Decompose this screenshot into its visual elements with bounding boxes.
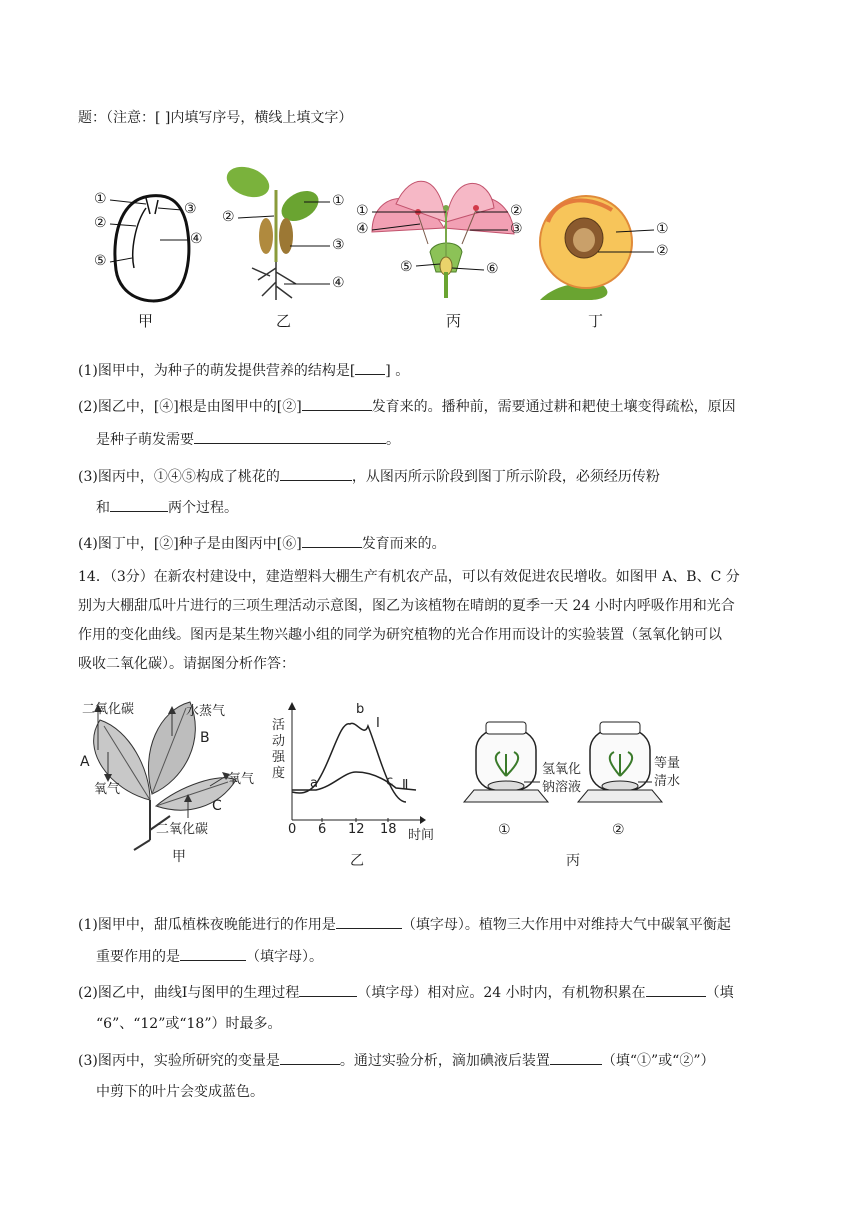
label-water-1: 等量	[654, 756, 681, 771]
answer-blank[interactable]	[302, 533, 362, 548]
label-water-vapor: 水蒸气	[186, 704, 226, 719]
flower-marker-6: ⑥	[486, 261, 499, 277]
q14-part1: (1)图甲中，甜瓜植株夜晚能进行的作用是 （填字母）。植物三大作用中对维持大气中碳氧平衡起	[78, 914, 731, 935]
answer-blank[interactable]	[355, 360, 385, 375]
flower-marker-3: ③	[510, 221, 523, 237]
answer-blank[interactable]	[550, 1050, 602, 1065]
question-intro: 题：（注意：[ ]内填写序号，横线上填文字）	[78, 110, 353, 126]
label-naoh-2: 钠溶液	[542, 780, 582, 795]
q13-part3-cont: 和 两个过程。	[96, 497, 238, 518]
seedling-marker-3: ③	[332, 237, 345, 253]
figure1-labels	[0, 0, 860, 340]
seed-marker-5: ⑤	[94, 253, 107, 269]
label-naoh-1: 氢氧化	[542, 762, 582, 777]
seed-marker-2: ②	[94, 215, 107, 231]
q14-intro-line1: 14．（3分）在新农村建设中，建造塑料大棚生产有机农产品，可以有效促进农民增收。如图甲 A、B、C 分	[78, 569, 740, 585]
tick-0: 0	[288, 822, 297, 837]
seedling-marker-2: ②	[222, 209, 235, 225]
label-o2-left: 氧气	[94, 782, 121, 797]
q14-part2-cont: “6”、“12”或“18”）时最多。	[96, 1016, 282, 1032]
figure2-labels	[0, 690, 860, 910]
ylabel-char-2: 动	[272, 734, 286, 749]
tick-6: 6	[318, 822, 327, 837]
q14-part2: (2)图乙中，曲线Ⅰ与图甲的生理过程 （填字母）相对应。24 小时内，有机物积累在 （填	[78, 982, 734, 1003]
fruit-marker-2: ②	[656, 243, 669, 259]
answer-blank[interactable]	[646, 982, 706, 997]
caption-fig2-jia: 甲	[172, 849, 186, 865]
caption-jia: 甲	[138, 312, 154, 330]
label-water-2: 清水	[654, 774, 681, 789]
answer-blank[interactable]	[180, 946, 246, 961]
seedling-marker-4: ④	[332, 275, 345, 291]
device-1-label: ①	[498, 822, 511, 838]
flower-marker-4: ④	[356, 221, 369, 237]
flower-marker-1: ①	[356, 203, 369, 219]
label-process-C: C	[212, 798, 222, 814]
flower-marker-5: ⑤	[400, 259, 413, 275]
xlabel-time: 时间	[408, 828, 435, 843]
answer-blank[interactable]	[280, 1050, 340, 1065]
tick-12: 12	[348, 822, 365, 837]
curve-I-label: Ⅰ	[376, 716, 380, 731]
label-process-B: B	[200, 730, 210, 746]
curve-II-label: Ⅱ	[402, 778, 409, 793]
answer-blank[interactable]	[336, 914, 402, 929]
answer-blank[interactable]	[302, 396, 372, 411]
caption-yi: 乙	[276, 312, 292, 330]
q14-part3-cont: 中剪下的叶片会变成蓝色。	[96, 1084, 264, 1100]
ylabel-char-4: 度	[272, 766, 286, 781]
point-a: a	[310, 776, 318, 791]
q14-intro-line3: 作用的变化曲线。图丙是某生物兴趣小组的同学为研究植物的光合作用而设计的实验装置（氢氧化钠可以	[78, 627, 722, 643]
point-b: b	[356, 702, 365, 717]
point-c: c	[386, 774, 394, 789]
tick-18: 18	[380, 822, 397, 837]
device-2-label: ②	[612, 822, 625, 838]
label-process-A: A	[80, 754, 90, 770]
answer-blank[interactable]	[194, 429, 386, 444]
q13-part4: (4)图丁中，[②]种子是由图丙中[⑥] 发育而来的。	[78, 533, 446, 554]
label-co2-top: 二氧化碳	[82, 702, 135, 717]
q13-part2: (2)图乙中，[④]根是由图甲中的[②] 发育来的。播种前，需要通过耕和耙使土壤变得疏松，原因	[78, 396, 736, 417]
q14-intro-line2: 别为大棚甜瓜叶片进行的三项生理活动示意图，图乙为该植物在晴朗的夏季一天 24 小时内呼吸作用和光合	[78, 598, 735, 614]
label-co2-bottom: 二氧化碳	[156, 822, 209, 837]
caption-fig2-bing: 丙	[566, 853, 580, 869]
seed-marker-1: ①	[94, 191, 107, 207]
label-o2-right: 氧气	[228, 772, 255, 787]
fruit-marker-1: ①	[656, 221, 669, 237]
answer-blank[interactable]	[110, 497, 168, 512]
caption-fig2-yi: 乙	[350, 853, 364, 869]
caption-bing: 丙	[446, 312, 462, 330]
flower-marker-2: ②	[510, 203, 523, 219]
seedling-marker-1: ①	[332, 193, 345, 209]
answer-blank[interactable]	[280, 466, 352, 481]
seed-marker-3: ③	[184, 201, 197, 217]
q14-intro-line4: 吸收二氧化碳）。请据图分析作答：	[78, 656, 295, 672]
q13-part2-cont: 是种子萌发需要 。	[96, 429, 400, 450]
q14-part3: (3)图丙中，实验所研究的变量是 。通过实验分析，滴加碘液后装置 （填“①”或“②”）	[78, 1050, 714, 1071]
ylabel-char-3: 强	[272, 750, 286, 765]
q13-part1: (1)图甲中，为种子的萌发提供营养的结构是[ ] 。	[78, 360, 409, 381]
caption-ding: 丁	[588, 312, 604, 330]
q14-part1-cont: 重要作用的是 （填字母）。	[96, 946, 323, 967]
q13-part3: (3)图丙中，①④⑤构成了桃花的 ，从图丙所示阶段到图丁所示阶段，必须经历传粉	[78, 466, 660, 487]
answer-blank[interactable]	[299, 982, 357, 997]
seed-marker-4: ④	[190, 231, 203, 247]
ylabel-char-1: 活	[272, 718, 286, 733]
